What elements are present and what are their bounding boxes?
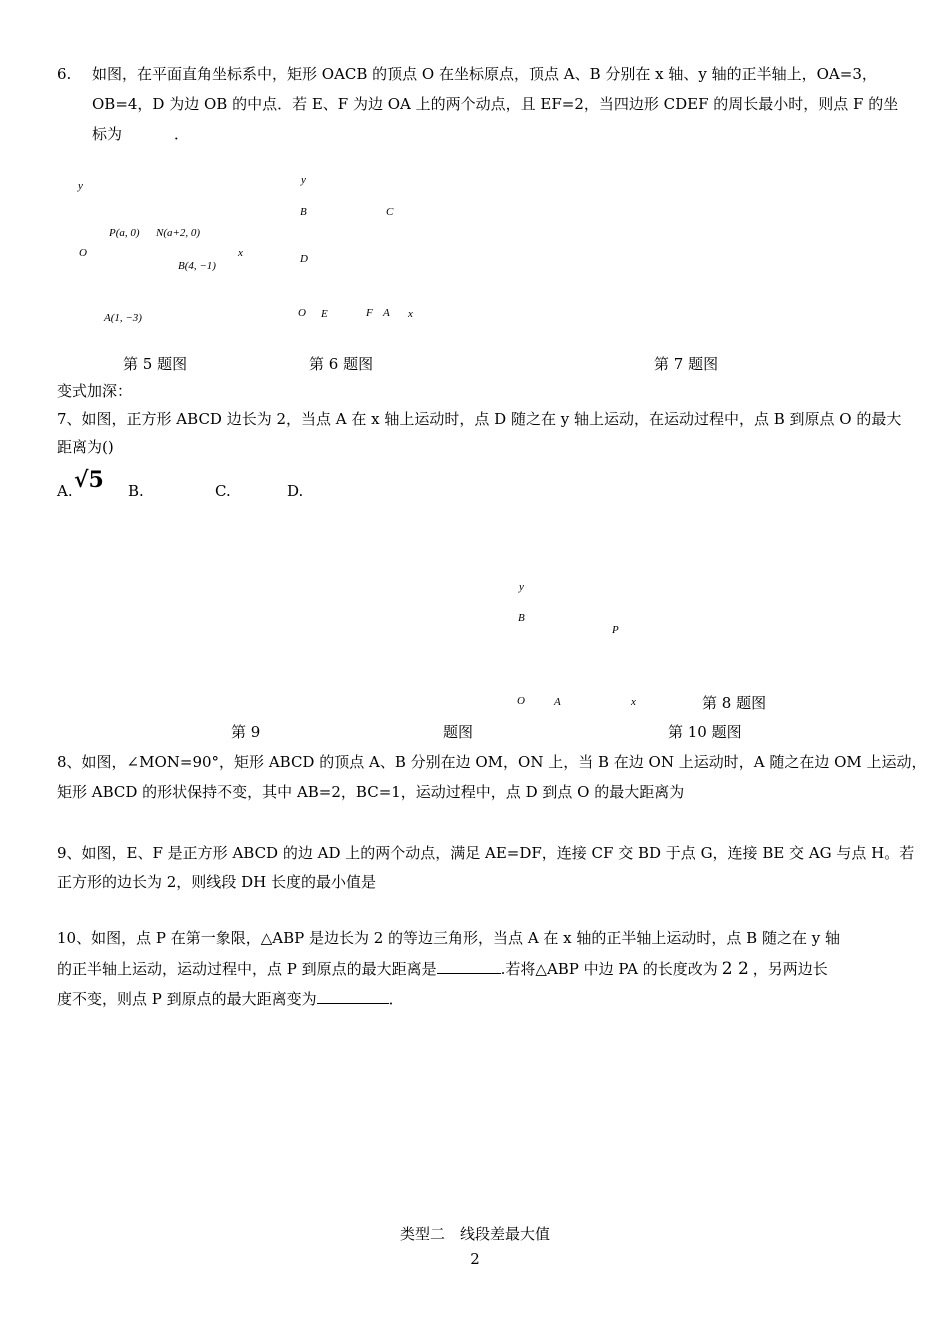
fig5-p-label: P(a, 0) xyxy=(109,227,140,239)
fig6-b-label: B xyxy=(300,206,307,218)
fig5-x-label: x xyxy=(238,247,243,259)
q7-option-c: C. xyxy=(215,482,231,500)
caption-fig7: 第 7 题图 xyxy=(654,355,719,373)
q10-line2-text-c: ，另两边长 xyxy=(752,960,828,978)
q10-line3-text-a: 度不变，则点 P 到原点的最大距离变为 xyxy=(57,990,317,1008)
q6-line3-text: 标为 xyxy=(92,125,123,143)
fig6-f-label: F xyxy=(366,307,373,319)
fig5-y-label: y xyxy=(78,180,83,192)
fig10-o-label: O xyxy=(517,695,525,707)
q7-line2: 距离为() xyxy=(57,438,114,456)
q8-line2: 矩形 ABCD 的形状保持不变，其中 AB=2，BC=1，运动过程中，点 D 到点 O 的最大距离为 xyxy=(57,783,685,801)
q10-answer-blank-2[interactable] xyxy=(317,988,389,1004)
q10-line2-text-b: .若将△ABP 中边 PA 的长度改为 xyxy=(500,960,718,978)
fig6-y-label: y xyxy=(301,174,306,186)
q8-line1: 8、如图，∠MON=90°，矩形 ABCD 的顶点 A、B 分别在边 OM，ON 上，当 B 在边 ON 上运动时，A 随之在边 OM 上运动， xyxy=(57,753,927,771)
q6-line3 xyxy=(92,123,189,146)
fig10-b-label: B xyxy=(518,612,525,624)
q10-answer-blank-1[interactable] xyxy=(437,958,501,974)
variant-heading: 变式加深： xyxy=(57,382,133,400)
q10-line1: 10、如图，点 P 在第一象限，△ABP 是边长为 2 的等边三角形，当点 A 在 x 轴的正半轴上运动时，点 B 随之在 y 轴 xyxy=(57,929,840,947)
q9-line1: 9、如图，E、F 是正方形 ABCD 的边 AD 上的两个动点，满足 AE=DF，连接 CF 交 BD 于点 G，连接 BE 交 AG 与点 H。若 xyxy=(57,844,915,862)
q7-option-d: D. xyxy=(287,482,304,500)
q7-option-a-label: A. xyxy=(57,482,73,500)
q10-line3 xyxy=(57,988,404,1011)
q10-line2 xyxy=(57,958,828,981)
fig6-x-label: x xyxy=(408,308,413,320)
caption-fig9-part1: 第 9 xyxy=(231,723,261,741)
q6-line1: 如图，在平面直角坐标系中，矩形 OACB 的顶点 O 在坐标原点，顶点 A、B 分别在 x 轴、y 轴的正半轴上，OA=3， xyxy=(92,65,877,83)
caption-fig5: 第 5 题图 xyxy=(123,355,188,373)
q7-option-b: B. xyxy=(128,482,144,500)
fig10-x-label: x xyxy=(631,696,636,708)
fig10-a-label: A xyxy=(554,696,561,708)
q10-length-value: 2 2 xyxy=(721,959,749,979)
fig6-c-label: C xyxy=(386,206,394,218)
q6-end: ． xyxy=(174,125,190,143)
fig5-a-label: A(1, −3) xyxy=(104,312,142,324)
page-number: 2 xyxy=(470,1250,480,1268)
fig5-n-label: N(a+2, 0) xyxy=(156,227,201,239)
fig5-o-label: O xyxy=(79,247,87,259)
fig10-p-label: P xyxy=(612,624,619,636)
fig10-y-label: y xyxy=(519,581,524,593)
fig6-o-label: O xyxy=(298,307,306,319)
q6-line2: OB=4，D 为边 OB 的中点．若 E、F 为边 OA 上的两个动点，且 EF=2，当四边形 CDEF 的周长最小时，则点 F 的坐 xyxy=(92,95,899,113)
caption-fig8: 第 8 题图 xyxy=(702,694,767,712)
q7-option-a-value: √5 xyxy=(74,467,104,493)
q10-line3-text-b: ． xyxy=(388,990,404,1008)
q7-line1: 7、如图，正方形 ABCD 边长为 2，当点 A 在 x 轴上运动时，点 D 随之在 y 轴上运动，在运动过程中，点 B 到原点 O 的最大 xyxy=(57,410,902,428)
fig6-a-label: A xyxy=(383,307,390,319)
q6-number: 6. xyxy=(57,65,72,83)
q9-line2: 正方形的边长为 2，则线段 DH 长度的最小值是 xyxy=(57,873,376,891)
caption-fig6: 第 6 题图 xyxy=(309,355,374,373)
q10-line2-text-a: 的正半轴上运动，运动过程中，点 P 到原点的最大距离是 xyxy=(57,960,437,978)
section-heading: 类型二 线段差最大值 xyxy=(399,1225,550,1243)
caption-fig10: 第 10 题图 xyxy=(668,723,742,741)
fig5-b-label: B(4, −1) xyxy=(178,260,216,272)
caption-fig9-part2: 题图 xyxy=(443,723,474,741)
fig6-d-label: D xyxy=(300,253,308,265)
fig6-e-label: E xyxy=(321,308,328,320)
